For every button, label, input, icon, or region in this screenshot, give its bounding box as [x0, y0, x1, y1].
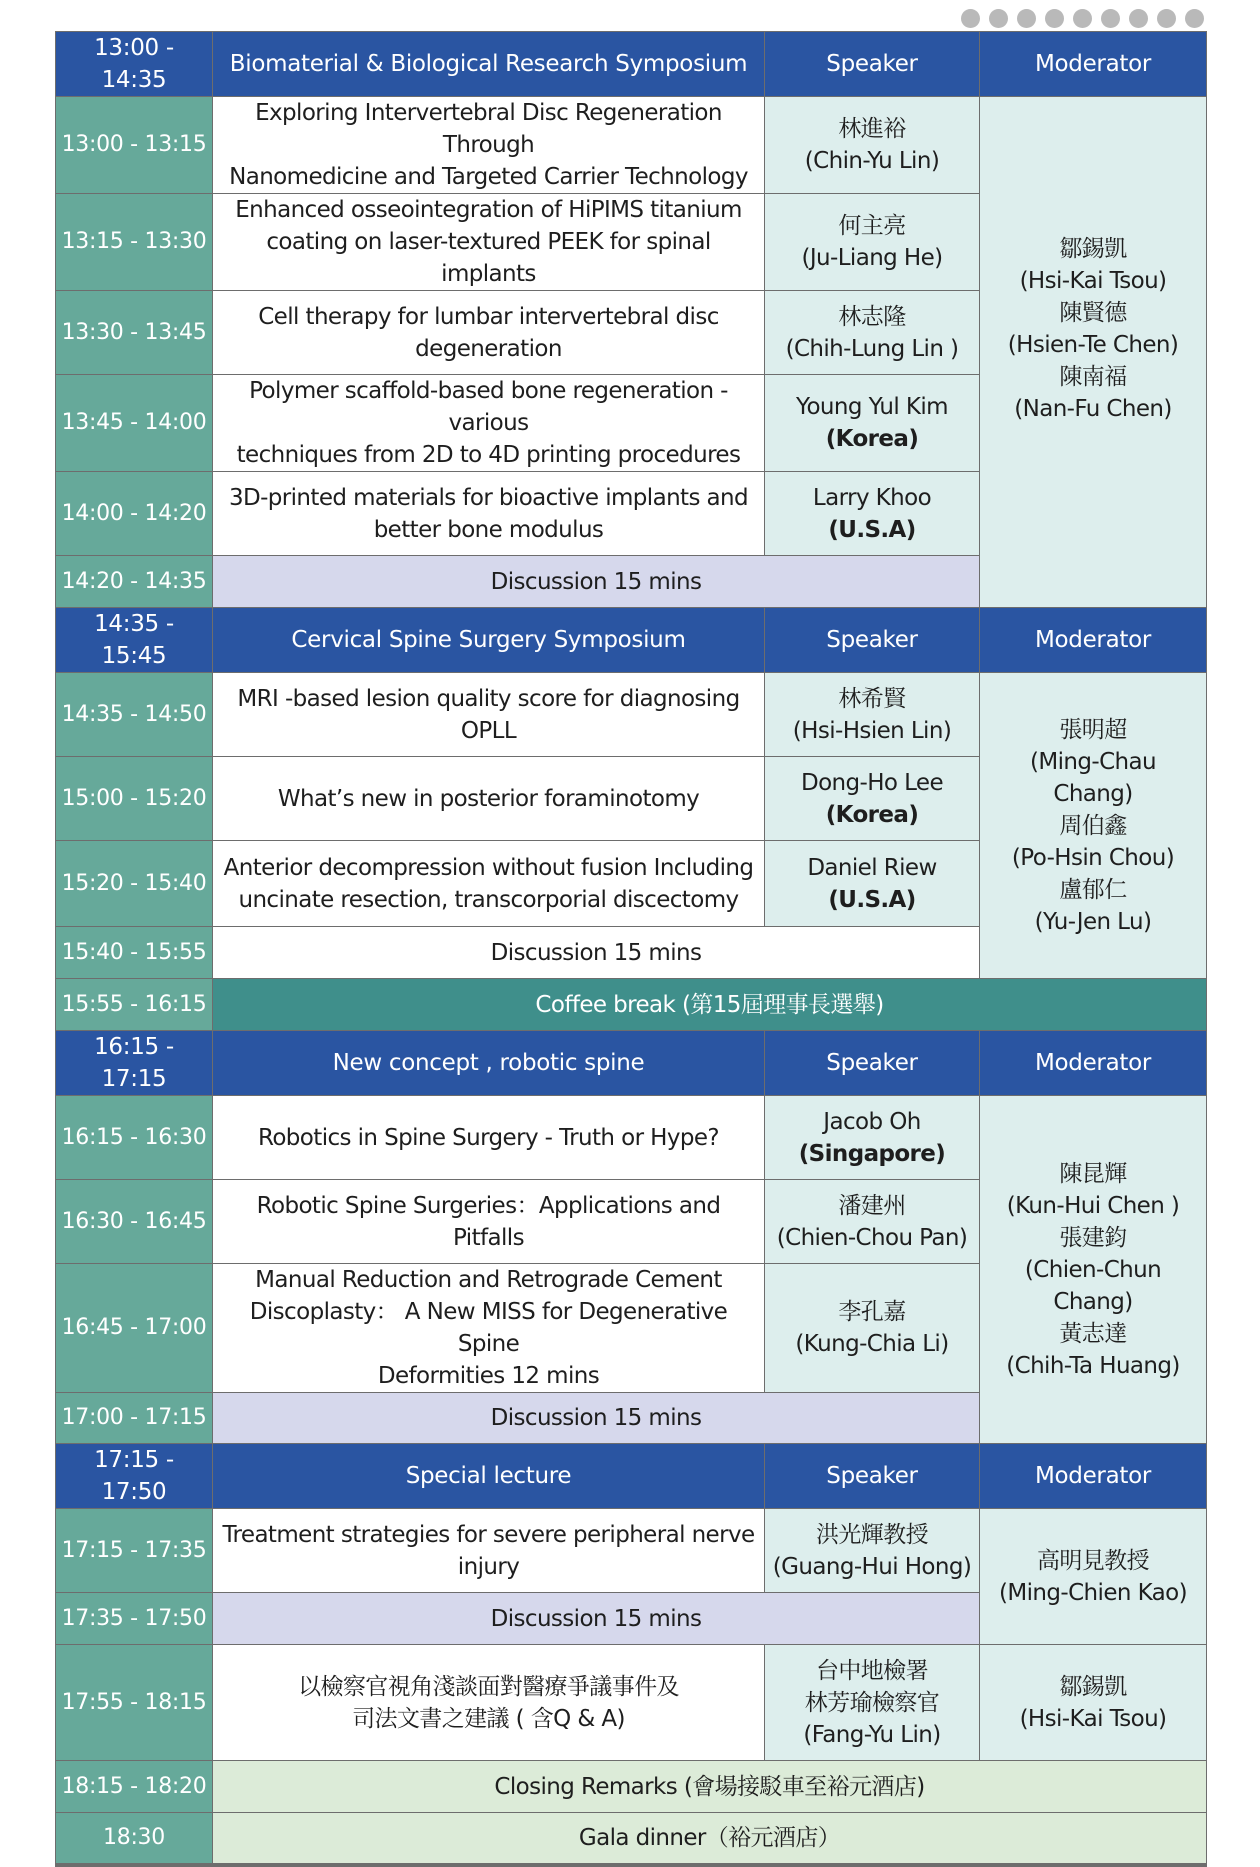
speaker-name-zh: 洪光輝教授	[815, 1521, 928, 1548]
session-time: 16:45 - 17:00	[56, 1264, 213, 1393]
talk-title-line: Nanomedicine and Targeted Carrier Technology	[229, 164, 748, 190]
section-header-robotic	[56, 1031, 1207, 1096]
section-header-biomaterial	[56, 32, 1207, 97]
talk-title	[213, 1264, 765, 1393]
speaker-name-en: (Hsi-Hsien Lin)	[792, 717, 952, 744]
talk-title-line: 3D-printed materials for bioactive implants and	[228, 484, 749, 511]
speaker-country: (U.S.A)	[828, 516, 916, 543]
moderator	[980, 1645, 1207, 1761]
page-dot	[1045, 9, 1064, 28]
talk-title-line: Robotics in Spine Surgery - Truth or Hype?	[257, 1124, 720, 1151]
moderator-header: Moderator	[980, 1031, 1207, 1096]
moderator	[980, 1096, 1207, 1444]
speaker	[765, 1509, 980, 1593]
speaker-header: Speaker	[765, 608, 980, 673]
talk-title-line: Enhanced osseointegration of HiPIMS titanium	[235, 197, 742, 223]
talk-title-line: degeneration	[415, 335, 562, 362]
speaker-country: (Korea)	[825, 801, 919, 828]
moderator-line: (Kun-Hui Chen )	[1006, 1192, 1180, 1219]
moderator-line: (Chien-Chun	[1024, 1256, 1162, 1283]
talk-title	[213, 472, 765, 556]
gala-row	[56, 1813, 1207, 1865]
session-row	[56, 1096, 1207, 1180]
session-time: 13:00 - 13:15	[56, 97, 213, 194]
talk-title	[213, 97, 765, 194]
speaker-name-zh: 林希賢	[838, 685, 906, 712]
moderator-line: (Po-Hsin Chou)	[1011, 844, 1175, 871]
speaker-name: Young Yul Kim	[796, 394, 948, 420]
speaker-name-en: (Ju-Liang He)	[801, 245, 943, 271]
speaker-name-en: (Guang-Hui Hong)	[772, 1553, 972, 1580]
closing-label: Closing Remarks (會場接駁車至裕元酒店)	[213, 1761, 1207, 1813]
moderator-line: 鄒錫凱	[1059, 236, 1127, 262]
talk-title	[213, 194, 765, 291]
section-time: 17:15 - 17:50	[56, 1444, 213, 1509]
discussion-label: Discussion 15 mins	[213, 556, 980, 608]
page-dot	[1129, 9, 1148, 28]
session-time: 18:15 - 18:20	[56, 1761, 213, 1813]
section-title: Cervical Spine Surgery Symposium	[213, 608, 765, 673]
schedule-table	[55, 31, 1207, 1867]
speaker-name: Jacob Oh	[823, 1108, 921, 1135]
moderator-line: (Ming-Chien Kao)	[999, 1579, 1187, 1606]
moderator-line: Chang)	[1053, 1288, 1133, 1315]
section-header-cervical	[56, 608, 1207, 673]
session-time: 15:20 - 15:40	[56, 841, 213, 927]
moderator	[980, 97, 1207, 608]
speaker	[765, 841, 980, 927]
talk-title-line: 司法文書之建議 ( 含Q & A)	[352, 1705, 625, 1732]
discussion-label: Discussion 15 mins	[213, 1593, 980, 1645]
talk-title-line: Discoplasty： A New MISS for Degenerative Spine	[249, 1299, 728, 1357]
session-time: 16:30 - 16:45	[56, 1180, 213, 1264]
session-time: 13:45 - 14:00	[56, 375, 213, 472]
speaker-country: (U.S.A)	[828, 886, 916, 913]
page-dot	[1017, 9, 1036, 28]
speaker	[765, 1645, 980, 1761]
session-row	[56, 1509, 1207, 1593]
session-time: 14:20 - 14:35	[56, 556, 213, 608]
talk-title-line: Deformities 12 mins	[377, 1363, 600, 1389]
talk-title-line: better bone modulus	[373, 516, 604, 543]
speaker	[765, 375, 980, 472]
session-time: 17:00 - 17:15	[56, 1393, 213, 1444]
session-time: 17:15 - 17:35	[56, 1509, 213, 1593]
speaker-country: (Singapore)	[798, 1140, 946, 1167]
page-dot	[1101, 9, 1120, 28]
pagination-dots	[961, 9, 1204, 29]
talk-title-line: coating on laser-textured PEEK for spinal implants	[266, 229, 711, 287]
moderator-line: 黃志達	[1059, 1320, 1127, 1347]
session-row	[56, 673, 1207, 757]
speaker-name-en: (Chien-Chou Pan)	[776, 1224, 968, 1251]
talk-title-line: 以檢察官視角淺談面對醫療爭議事件及	[298, 1673, 679, 1700]
speaker-name-en: (Chih-Lung Lin )	[785, 335, 959, 362]
talk-title	[213, 673, 765, 757]
closing-row	[56, 1761, 1207, 1813]
speaker-name-en: (Fang-Yu Lin)	[803, 1721, 941, 1748]
gala-label: Gala dinner（裕元酒店）	[213, 1813, 1207, 1865]
moderator-line: (Hsien-Te Chen)	[1007, 332, 1179, 358]
section-title: Biomaterial & Biological Research Symposium	[213, 32, 765, 97]
moderator-line: Chang)	[1053, 780, 1133, 807]
session-row	[56, 1645, 1207, 1761]
moderator-header: Moderator	[980, 32, 1207, 97]
speaker-name-zh: 林進裕	[838, 116, 906, 142]
moderator-header: Moderator	[980, 1444, 1207, 1509]
speaker	[765, 291, 980, 375]
talk-title	[213, 1509, 765, 1593]
talk-title	[213, 757, 765, 841]
talk-title-line: Exploring Intervertebral Disc Regeneration Through	[255, 100, 722, 158]
session-time: 13:15 - 13:30	[56, 194, 213, 291]
talk-title-line: techniques from 2D to 4D printing procedures	[236, 442, 741, 468]
talk-title	[213, 1096, 765, 1180]
moderator-line: (Yu-Jen Lu)	[1034, 908, 1152, 935]
speaker	[765, 1096, 980, 1180]
speaker-name: Daniel Riew	[807, 854, 937, 881]
discussion-label: Discussion 15 mins	[213, 927, 980, 979]
speaker-name-zh: 何主亮	[838, 213, 906, 239]
page-dot	[989, 9, 1008, 28]
moderator-line: 周伯鑫	[1059, 812, 1127, 839]
speaker	[765, 1264, 980, 1393]
session-time: 13:30 - 13:45	[56, 291, 213, 375]
talk-title	[213, 375, 765, 472]
talk-title-line: Robotic Spine Surgeries：Applications and Pitfalls	[256, 1192, 721, 1251]
moderator	[980, 1509, 1207, 1645]
speaker-country: (Korea)	[825, 426, 919, 452]
speaker	[765, 673, 980, 757]
section-time: 16:15 - 17:15	[56, 1031, 213, 1096]
moderator-line: 鄒錫凱	[1059, 1673, 1127, 1700]
moderator-line: 張建鈞	[1059, 1224, 1127, 1251]
talk-title	[213, 291, 765, 375]
section-title: New concept , robotic spine	[213, 1031, 765, 1096]
talk-title	[213, 841, 765, 927]
talk-title-line: What’s new in posterior foraminotomy	[277, 785, 700, 812]
discussion-label: Discussion 15 mins	[213, 1393, 980, 1444]
session-time: 15:00 - 15:20	[56, 757, 213, 841]
speaker-affiliation: 台中地檢署	[815, 1657, 928, 1684]
page-dot	[961, 9, 980, 28]
speaker-name-en: (Chin-Yu Lin)	[804, 148, 940, 174]
page-dot	[1157, 9, 1176, 28]
moderator-line: 陳昆輝	[1059, 1160, 1127, 1187]
section-time: 14:35 - 15:45	[56, 608, 213, 673]
speaker	[765, 97, 980, 194]
speaker-name-zh: 林志隆	[838, 303, 906, 330]
talk-title-line: Cell therapy for lumbar intervertebral disc	[258, 303, 719, 330]
speaker-name-en: (Kung-Chia Li)	[795, 1331, 949, 1357]
coffee-break-label: Coffee break (第15屆理事長選舉)	[213, 979, 1207, 1031]
section-time: 13:00 - 14:35	[56, 32, 213, 97]
session-time: 16:15 - 16:30	[56, 1096, 213, 1180]
talk-title-line: Manual Reduction and Retrograde Cement	[255, 1267, 722, 1293]
speaker-name-zh: 李孔嘉	[838, 1299, 906, 1325]
moderator-line: 陳賢德	[1059, 300, 1127, 326]
talk-title-line: Polymer scaffold-based bone regeneration -various	[249, 378, 728, 436]
speaker-header: Speaker	[765, 1031, 980, 1096]
talk-title-line: uncinate resection, transcorporial discectomy	[238, 886, 739, 913]
speaker	[765, 757, 980, 841]
speaker-name: Larry Khoo	[812, 484, 932, 511]
speaker	[765, 472, 980, 556]
speaker	[765, 1180, 980, 1264]
talk-title-line: Treatment strategies for severe peripheral nerve	[222, 1521, 755, 1548]
moderator-header: Moderator	[980, 608, 1207, 673]
moderator-line: 盧郁仁	[1059, 876, 1127, 903]
moderator-line: (Nan-Fu Chen)	[1014, 396, 1172, 422]
section-title: Special lecture	[213, 1444, 765, 1509]
session-time: 14:00 - 14:20	[56, 472, 213, 556]
moderator-line: 張明超	[1059, 716, 1127, 743]
coffee-break-row	[56, 979, 1207, 1031]
moderator-line: (Chih-Ta Huang)	[1006, 1352, 1180, 1379]
speaker-header: Speaker	[765, 32, 980, 97]
moderator-line: 陳南福	[1059, 364, 1127, 390]
session-time: 17:35 - 17:50	[56, 1593, 213, 1645]
section-header-special-lecture	[56, 1444, 1207, 1509]
session-time: 17:55 - 18:15	[56, 1645, 213, 1761]
page-dot	[1073, 9, 1092, 28]
talk-title	[213, 1180, 765, 1264]
talk-title-line: injury	[457, 1553, 520, 1580]
session-time: 15:55 - 16:15	[56, 979, 213, 1031]
speaker-name-zh: 潘建州	[838, 1192, 906, 1219]
speaker-header: Speaker	[765, 1444, 980, 1509]
speaker	[765, 194, 980, 291]
session-row	[56, 97, 1207, 194]
talk-title-line: MRI -based lesion quality score for diagnosing OPLL	[237, 685, 740, 744]
page-dot	[1185, 9, 1204, 28]
moderator-line: (Hsi-Kai Tsou)	[1019, 1705, 1167, 1732]
moderator-line: 高明見教授	[1036, 1547, 1149, 1574]
moderator-line: (Hsi-Kai Tsou)	[1019, 268, 1167, 294]
speaker-name-zh: 林芳瑜檢察官	[804, 1689, 940, 1716]
moderator	[980, 673, 1207, 979]
session-time: 18:30	[56, 1813, 213, 1865]
talk-title	[213, 1645, 765, 1761]
moderator-line: (Ming-Chau	[1030, 748, 1156, 775]
session-time: 14:35 - 14:50	[56, 673, 213, 757]
talk-title-line: Anterior decompression without fusion Including	[223, 854, 754, 881]
speaker-name: Dong-Ho Lee	[800, 769, 944, 796]
session-time: 15:40 - 15:55	[56, 927, 213, 979]
